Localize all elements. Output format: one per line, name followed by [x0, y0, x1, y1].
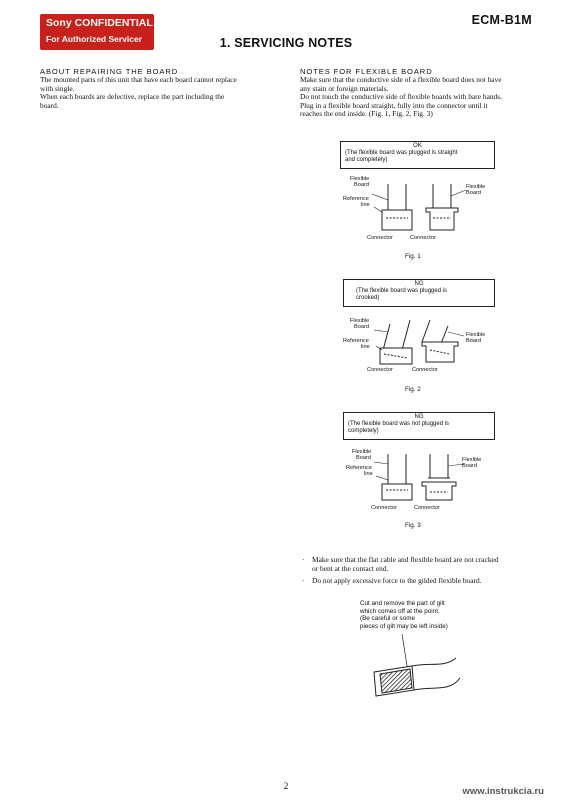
fig2-flex-left-2: Board	[354, 324, 369, 331]
left-section-heading: ABOUT REPAIRING THE BOARD	[40, 67, 179, 76]
fig2-ref-2: line	[361, 344, 370, 351]
bullet-2	[312, 577, 534, 586]
fig3-flex-left-1: Flexible	[352, 449, 372, 455]
right-line-5: reaches the end inside. (Fig. 1, Fig. 2, Fig. 3)	[300, 109, 433, 119]
left-line-3: When each boards are defective, replace the part including the	[40, 92, 225, 102]
fig2-ref-1: Reference	[343, 338, 369, 344]
fig3-flex-right-1: Flexible	[462, 457, 482, 463]
fig2-flex-left-label	[350, 318, 369, 331]
right-line-4: Plug in a flexible board straight, fully into the connector until it	[300, 100, 488, 110]
model-number: ECM-B1M	[471, 13, 532, 27]
fig1-flex-left-label	[350, 176, 369, 189]
fig3-status-box	[343, 412, 495, 440]
gilt-note-line-2: which comes off at the point.	[360, 607, 440, 615]
gilt-note-line-4: pieces of gilt may be left inside)	[360, 622, 448, 630]
fig3-flex-right-2: Board	[462, 463, 477, 470]
right-section-heading: NOTES FOR FLEXIBLE BOARD	[300, 67, 433, 76]
left-line-1: The mounted parts of this unit that have each board cannot replace	[40, 75, 237, 84]
bullet-1-line-1: Make sure that the flat cable and flexible board are not cracked	[312, 555, 499, 564]
gilt-board-diagram	[360, 632, 470, 704]
fig3-ref-2: line	[364, 471, 373, 478]
fig3-connector-left: Connector	[371, 505, 397, 511]
fig1-caption: Fig. 1	[405, 253, 421, 260]
fig2-status-line-2: crooked)	[356, 295, 380, 301]
fig2-status-line-1: (The flexible board was plugged is	[356, 288, 448, 294]
page-title: 1. SERVICING NOTES	[219, 36, 353, 50]
left-section-body	[40, 76, 272, 110]
fig2-status-title: NG	[414, 281, 424, 287]
bullet-marker-2: ·	[302, 576, 305, 585]
badge-line-2: For Authorized Servicer	[46, 34, 143, 44]
fig1-connector-right: Connector	[410, 235, 436, 241]
fig3-flex-left-2: Board	[356, 455, 371, 462]
left-line-2: with single.	[40, 83, 75, 93]
fig1-flex-right-label	[466, 184, 485, 197]
fig3-ref-label	[346, 465, 373, 478]
badge-line-1: Sony CONFIDENTIAL	[46, 17, 153, 29]
fig1-ref-2: line	[361, 202, 370, 209]
fig1-flex-right-1: Flexible	[466, 184, 486, 190]
fig1-status-line-2: and completely)	[345, 157, 388, 163]
fig3-flex-left-label	[352, 449, 371, 462]
fig1-connector-left: Connector	[367, 235, 393, 241]
bullet-1	[312, 556, 534, 573]
page-number: 2	[283, 782, 289, 792]
fig2-flex-right-label	[466, 332, 485, 345]
fig1-flex-right-2: Board	[466, 190, 481, 197]
fig2-caption: Fig. 2	[405, 386, 421, 393]
bullet-1-line-2: or bent at the contact end.	[312, 563, 389, 573]
fig3-connector-right: Connector	[414, 505, 440, 511]
fig2-flex-right-1: Flexible	[466, 332, 486, 338]
fig3-status-line-1: (The flexible board was not plugged is	[348, 421, 450, 427]
fig3-caption: Fig. 3	[405, 522, 421, 529]
right-section-body	[300, 76, 532, 119]
right-line-3: Do not touch the conductive side of flexible boards with bare hands.	[300, 92, 502, 102]
fig1-status-line-1: (The flexible board was plugged is straight	[345, 150, 458, 156]
fig2-connector-left: Connector	[367, 367, 393, 373]
fig3-flex-right-label	[462, 457, 481, 470]
fig2-flex-right-2: Board	[466, 338, 481, 345]
fig2-ref-label	[343, 338, 370, 351]
right-line-2: any stain or foreign materials.	[300, 83, 389, 93]
bullet-2-line-1: Do not apply excessive force to the gilded flexible board.	[312, 576, 482, 585]
watermark: www.instrukcia.ru	[462, 786, 544, 797]
fig2-status-box	[343, 279, 495, 307]
gilt-note-line-3: (Be careful or some	[360, 615, 415, 623]
fig1-status-title: OK	[413, 143, 422, 149]
bullet-marker-1: ·	[302, 555, 305, 564]
right-line-1: Make sure that the conductive side of a flexible board does not have	[300, 75, 502, 84]
fig3-status-line-2: completely)	[348, 428, 379, 434]
fig1-flex-left-2: Board	[354, 182, 369, 189]
gilt-note	[360, 600, 448, 630]
fig2-connector-right: Connector	[412, 367, 438, 373]
gilt-note-line-1: Cut and remove the part of gilt	[360, 600, 445, 607]
fig1-flex-left-1: Flexible	[350, 176, 370, 182]
left-line-4: board.	[40, 100, 59, 110]
fig1-status-box	[340, 141, 495, 169]
fig1-ref-1: Reference	[343, 196, 369, 202]
fig3-status-title: NG	[414, 414, 424, 420]
fig3-ref-1: Reference	[346, 465, 372, 471]
fig1-ref-label	[343, 196, 370, 209]
fig2-flex-left-1: Flexible	[350, 318, 370, 324]
